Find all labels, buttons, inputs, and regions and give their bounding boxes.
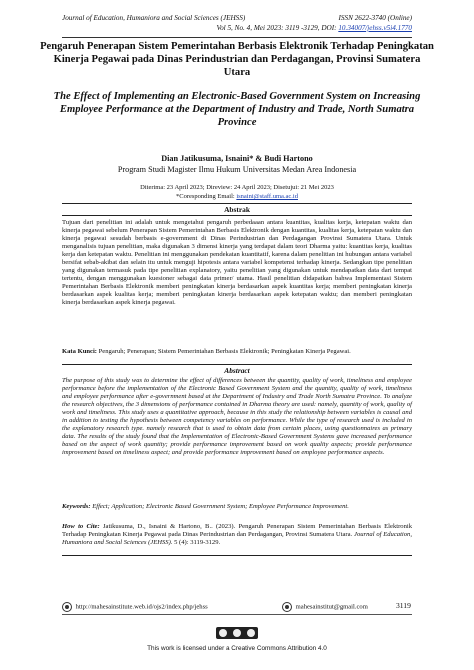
abstrak-top-rule: [62, 203, 412, 204]
abstract-keywords: [62, 503, 412, 511]
authors: Dian Jatikusuma, Isnaini* & Budi Hartono: [161, 154, 313, 163]
issn: ISSN 2622-3740 (Online): [338, 14, 412, 22]
affiliation: Program Studi Magister Ilmu Hukum Universitas Medan Area Indonesia: [117, 165, 357, 174]
running-header: [62, 14, 412, 23]
footer-contact: [282, 602, 368, 612]
abstract-text: The purpose of this study was to determine the effect of differences between the quantity, quality of work, timeliness and employee performance before the implementation of the Electronic Based Government System and the quantity, quality of work, timeliness and employee performance after e-government based at the Department of Industry and Trade North Sumatra Province. To analyze the research objectives, the 3 dimensions of performance contained in Dharma theory are used: namely, quantity of work, quality of work and timeliness. This study uses a quantitative approach, because in this study the relationship between variables is causal and in addition to testing the hypothesis between competency variables on performance. While the type of research used is included in the explanatory research type. namely research that is used to obtain data from certain places, using questionnaires as primary data. The results of the study found that the Implementation of Electronic-Based Government Systems gave increased performance based on the aspect of work quantity; provide performance improvement based on work quality aspects; provide performance improvement based on timeliness aspect; and provide performance improvement based on employee performance aspects.: [62, 377, 412, 456]
globe-icon: [62, 602, 72, 612]
email-link[interactable]: isnaini@staff.uma.ac.id: [236, 193, 298, 200]
cite-text: Jatikusuma, D., Isnaini & Hartono, B.. (2023). Pengaruh Penerapan Sistem Pemerintahan Berbasis Elektronik Terhadap Peningkatan Kinerja Pegawai pada Dinas Perindustrian dan Perdagangan, Provinsi Sumatera Utara.: [62, 523, 412, 538]
corresponding-email: [40, 193, 434, 201]
footer-rule: [62, 614, 412, 615]
journal-name: Journal of Education, Humaniora and Social Sciences (JEHSS): [62, 14, 246, 22]
title-indonesian: Pengaruh Penerapan Sistem Pemerintahan Berbasis Elektronik Terhadap Peningkatan Kinerja Pegawai pada Dinas Perindustrian dan Perdagangan, Provinsi Sumatera Utara: [40, 41, 434, 78]
creative-commons-badge[interactable]: [216, 627, 258, 639]
dates: Diterima: 23 April 2023; Direview: 24 April 2023; Disetujui: 21 Mei 2023: [140, 184, 334, 191]
keywords-label: Keywords:: [62, 503, 91, 510]
abstrak-keywords: [62, 348, 412, 356]
license-text: This work is licensed under a Creative Commons Attribution 4.0: [147, 645, 327, 652]
kata-kunci: Pengaruh; Penerapan; Sistem Pemerintahan Berbasis Elektronik; Peningkatan Kinerja Pegawai.: [98, 348, 351, 355]
journal-url-link[interactable]: http://mahesainstitute.web.id/ojs2/index.php/jehss: [75, 603, 208, 611]
cite-label: How to Cite:: [62, 523, 100, 530]
abstract-top-rule: [62, 364, 412, 365]
how-to-cite: [62, 523, 412, 547]
abstrak-heading: Abstrak: [224, 205, 250, 214]
volume-line: [62, 24, 412, 33]
keywords: Effect; Application; Electronic Based Government System; Employee Performance Improvement.: [92, 503, 349, 510]
email-icon: [282, 602, 292, 612]
abstract-heading: Abstract: [224, 366, 250, 375]
kata-kunci-label: Kata Kunci:: [62, 348, 97, 355]
email-label: *Coresponding Email:: [176, 193, 235, 200]
by-icon: [233, 629, 241, 637]
abstrak-heading-rule: [62, 215, 412, 216]
attribution-icon: [247, 629, 255, 637]
cc-icon: [219, 629, 227, 637]
volume-info: Vol 5, No. 4, Mei 2023: 3119 -3129, DOI:: [216, 24, 337, 32]
title-english: The Effect of Implementing an Electronic-Based Government System on Increasing Employee Performance at the Department of Industry and Trade, North Sumatra Province: [53, 91, 421, 128]
cite-journal: Journal of Education, Humaniora and Social Sciences (JEHSS): [62, 531, 412, 546]
abstrak-text: Tujuan dari penelitian ini adalah untuk mengetahui pengaruh perbedaaan antara kuantitas, kualitas kerja, ketepatan waktu dan kinerja pegawai sebelum Penerapan Sistem Pemerintahan Berbasis Elektronik dengan kuantitas, kualitas kerja, ketepatan waktu dan kinerja pegawai sesudah berbasis e-government di Dinas Perindustrian dan Perdagangan Provinsi Sumatera Utara. Untuk menganalisis tujuan penelitian, maka digunakan 3 dimensi kinerja yang terdapat dalam teori Dharma yaitu: kuantitas kerja, kualitas kerja dan ketepatan waktu. Penelitian ini menggunakan pendekatan kuantitatif, karena dalam penelitian ini hubungan antara variabel bersifat sebab-akibat dan selain itu untuk menguji hipotesis antara variabel kompetensi terhadap kinerja. Sedangkan tipe penelitian yang digunakan termasuk pada tipe penelitian explanatory, yaitu penelitian yang digunakan untuk mendapatkan data dari tempat tertentu, dengan menggunakan kuesioner sebagai data primer/ utama. Hasil penelitian didapatkan bahwa Implementasi Sistem Pemerintahan Berbasis Elektronik memberi peningkatan kinerja berdasarkan aspek kuantitas kerja; memberi peningkatan kinerja berdasarkan aspek kualitas kerja; memberi peningkatan kinerja berdasarkan aspek ketepatan waktu; dan memberi peningkatan kinerja berdasarkan aspek kinerja pegawai.: [62, 219, 412, 306]
doi-link[interactable]: 10.34007/jehss.v5i4.1770: [338, 24, 412, 32]
cite-tail: . 5 (4): 3119-3129.: [170, 539, 221, 546]
footer-url: [62, 602, 208, 612]
page-number: 3119: [396, 601, 411, 610]
abstract-bottom-rule: [62, 555, 412, 556]
header-rule: [62, 37, 412, 38]
contact-email[interactable]: mahesainstitut@gmail.com: [295, 603, 368, 611]
